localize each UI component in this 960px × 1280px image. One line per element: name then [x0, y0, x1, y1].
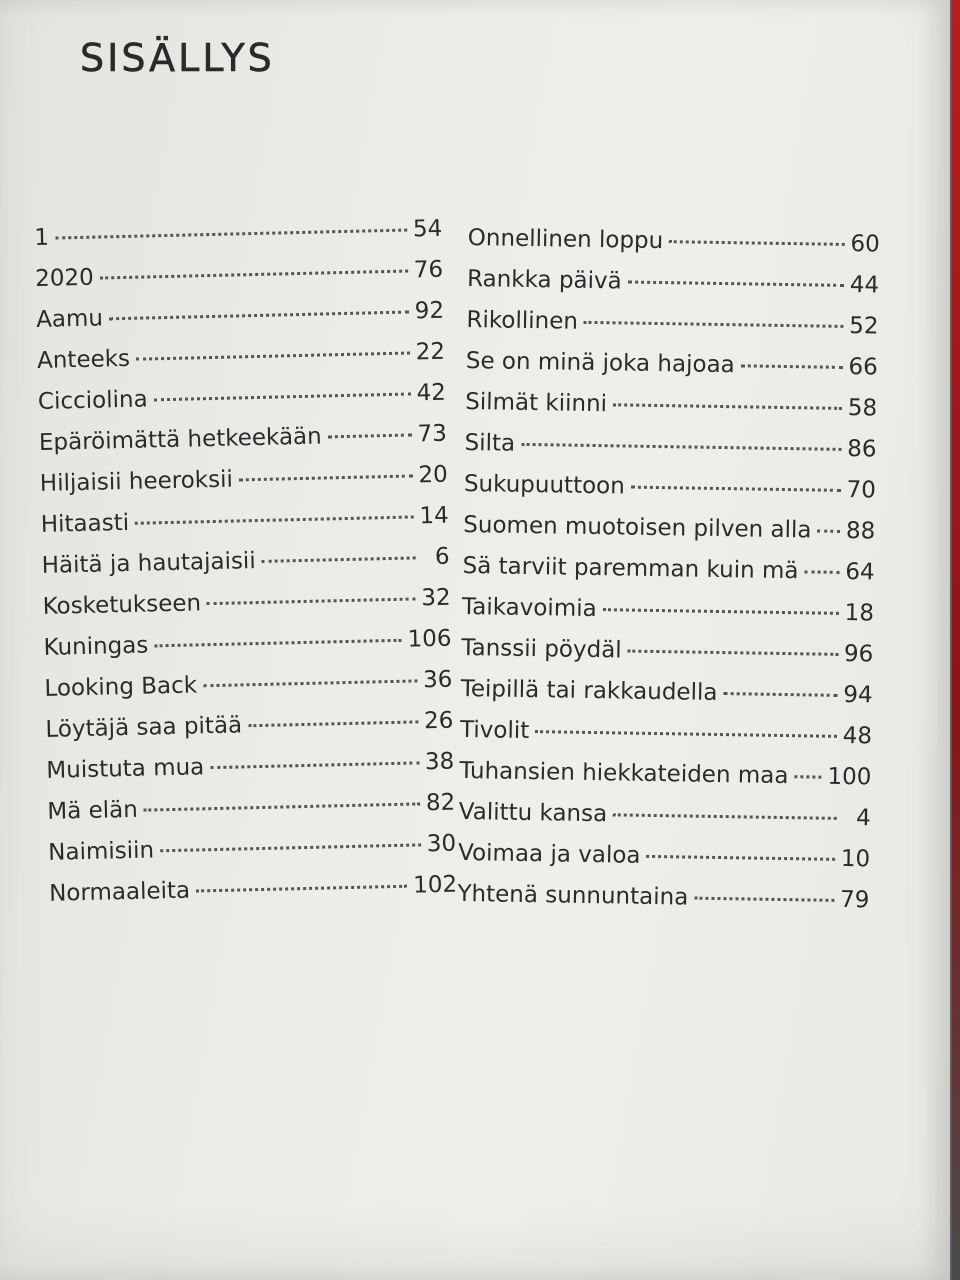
toc-entry — [463, 512, 876, 559]
toc-entry-title: Valittu kansa — [458, 798, 608, 828]
toc-entry-page: 22 — [415, 338, 446, 366]
toc-entry-page: 60 — [850, 231, 880, 258]
toc-entry-page: 36 — [422, 666, 453, 694]
toc-leader-dots — [328, 433, 412, 438]
toc-entry-title: Naimisiin — [47, 837, 155, 866]
toc-leader-dots — [741, 364, 843, 369]
toc-leader-dots — [628, 281, 844, 287]
toc-leader-dots — [613, 813, 837, 820]
toc-entry-page: 42 — [416, 379, 447, 407]
toc-leader-dots — [646, 855, 834, 861]
toc-entry — [460, 676, 873, 723]
toc-entry-page: 76 — [413, 256, 444, 284]
toc-leader-dots — [817, 530, 840, 533]
toc-leader-dots — [804, 570, 839, 574]
toc-entry — [457, 881, 870, 928]
toc-entry-page: 66 — [848, 353, 879, 381]
toc-entry-title: Rankka päivä — [466, 265, 622, 295]
toc-entry-page: 18 — [844, 599, 875, 627]
toc-entry-page: 20 — [418, 461, 449, 489]
toc-entry — [462, 594, 875, 641]
toc-entry-page: 44 — [849, 272, 880, 299]
toc-leader-dots — [239, 474, 413, 481]
toc-entry-title: Silmät kiinni — [465, 388, 608, 418]
toc-leader-dots — [603, 608, 839, 615]
toc-entry — [458, 799, 871, 846]
toc-entry-page: 92 — [414, 297, 445, 325]
toc-entry-page: 10 — [840, 845, 871, 873]
toc-entry-page: 79 — [839, 886, 870, 914]
toc-column-right — [457, 225, 880, 928]
toc-entry-title: Kosketukseen — [42, 590, 202, 620]
toc-entry-title: Teipillä tai rakkaudella — [460, 675, 718, 706]
toc-entry — [467, 225, 880, 272]
toc-entry-page: 86 — [847, 435, 877, 463]
toc-entry — [465, 348, 878, 395]
toc-entry — [466, 307, 879, 354]
toc-entry-title: Muistuta mua — [46, 754, 205, 784]
toc-leader-dots — [535, 730, 837, 738]
toc-entry-page: 30 — [426, 830, 457, 858]
toc-leader-dots — [203, 679, 417, 687]
toc-entry — [465, 389, 878, 436]
toc-entry-page: 100 — [827, 763, 872, 791]
toc-entry-title: Voimaa ja valoa — [457, 839, 641, 869]
toc-entry-page: 82 — [425, 789, 456, 817]
toc-entry-title: Normaaleita — [48, 877, 191, 907]
toc-leader-dots — [628, 650, 838, 656]
toc-entry-page: 52 — [848, 313, 879, 340]
toc-entry-title: Tivolit — [459, 716, 530, 745]
toc-entry — [464, 430, 877, 477]
toc-leader-dots — [144, 802, 420, 811]
toc-leader-dots — [109, 311, 409, 321]
toc-leader-dots — [248, 720, 418, 727]
toc-entry-page: 102 — [412, 871, 458, 899]
toc-entry-page: 58 — [847, 394, 878, 422]
toc-leader-dots — [584, 321, 843, 328]
toc-leader-dots — [262, 556, 416, 562]
toc-leader-dots — [160, 843, 421, 852]
book-edge — [952, 0, 960, 1280]
toc-entry-page: 106 — [407, 625, 452, 653]
toc-entry-title: 1 — [34, 224, 50, 251]
toc-entry-title: Epäröimättä hetkeekään — [38, 423, 322, 456]
toc-entry-page: 54 — [412, 215, 443, 243]
toc-entry — [460, 717, 873, 764]
toc-leader-dots — [794, 775, 821, 778]
toc-entry-page: 96 — [843, 640, 874, 668]
toc-leader-dots — [613, 403, 842, 410]
toc-leader-dots — [694, 897, 834, 902]
toc-entry-title: Tuhansien hiekkateiden maa — [459, 757, 789, 790]
toc-entry-title: Yhtenä sunnuntaina — [457, 880, 689, 911]
toc-leader-dots — [521, 443, 841, 451]
toc-entry-title: Looking Back — [44, 672, 198, 702]
toc-entry-title: Sukupuuttoon — [463, 470, 626, 500]
toc-leader-dots — [207, 597, 415, 605]
toc-entry — [459, 758, 872, 805]
toc-leader-dots — [210, 761, 419, 769]
toc-entry-page: 6 — [434, 543, 450, 570]
toc-entry-title: Se on minä joka hajoaa — [465, 347, 735, 379]
toc-entry — [458, 840, 871, 887]
toc-entry-title: Anteeks — [36, 345, 131, 374]
toc-entry — [49, 872, 458, 922]
toc-entry — [463, 471, 876, 518]
toc-entry-title: 2020 — [34, 264, 95, 292]
toc-entry-title: Taikavoimia — [461, 593, 597, 623]
toc-leader-dots — [723, 692, 837, 697]
toc-entry-page: 32 — [420, 584, 451, 612]
toc-entry-page: 4 — [855, 805, 871, 832]
toc-entry-title: Rikollinen — [466, 306, 579, 335]
toc-entry-title: Hiljaisii heeroksii — [39, 466, 234, 497]
toc-entry-title: Silta — [464, 429, 516, 457]
toc-entry-page: 88 — [845, 517, 876, 545]
toc-entry — [467, 266, 880, 313]
toc-entry-title: Häitä ja hautajaisii — [41, 548, 256, 579]
toc-entry-title: Aamu — [35, 305, 104, 333]
toc-column-left — [34, 216, 458, 922]
toc-entry-page: 14 — [419, 502, 449, 530]
toc-entry-page: 38 — [424, 748, 455, 776]
toc-leader-dots — [196, 885, 407, 893]
toc-entry-page: 48 — [842, 722, 873, 750]
toc-entry-title: Löytäjä saa pitää — [45, 712, 243, 743]
toc-leader-dots — [100, 270, 408, 280]
toc-entry-page: 64 — [845, 558, 875, 586]
toc-entry — [461, 635, 874, 682]
toc-entry-title: Cicciolina — [37, 386, 148, 415]
toc-entry-page: 94 — [843, 681, 873, 709]
toc-leader-dots — [154, 639, 401, 648]
toc-leader-dots — [669, 240, 844, 246]
toc-entry — [462, 553, 875, 600]
toc-entry-title: Mä elän — [47, 796, 139, 825]
toc-entry-title: Onnellinen loppu — [467, 225, 664, 255]
toc-entry-page: 70 — [846, 476, 877, 504]
toc-leader-dots — [135, 515, 413, 524]
toc-entry-title: Suomen muotoisen pilven alla — [463, 511, 812, 544]
toc-entry-page: 26 — [423, 707, 454, 735]
toc-entry-page: 73 — [417, 420, 448, 448]
toc-leader-dots — [154, 392, 411, 401]
toc-entry-title: Kuningas — [43, 632, 149, 661]
toc-entry-title: Hitaasti — [40, 509, 130, 538]
toc-leader-dots — [55, 229, 407, 240]
toc-entry-title: Sä tarviit paremman kuin mä — [462, 552, 799, 585]
page-title: SISÄLLYS — [80, 36, 275, 80]
toc-entry-title: Tanssii pöydäl — [461, 634, 622, 664]
toc-leader-dots — [136, 352, 410, 361]
toc-leader-dots — [631, 486, 841, 492]
